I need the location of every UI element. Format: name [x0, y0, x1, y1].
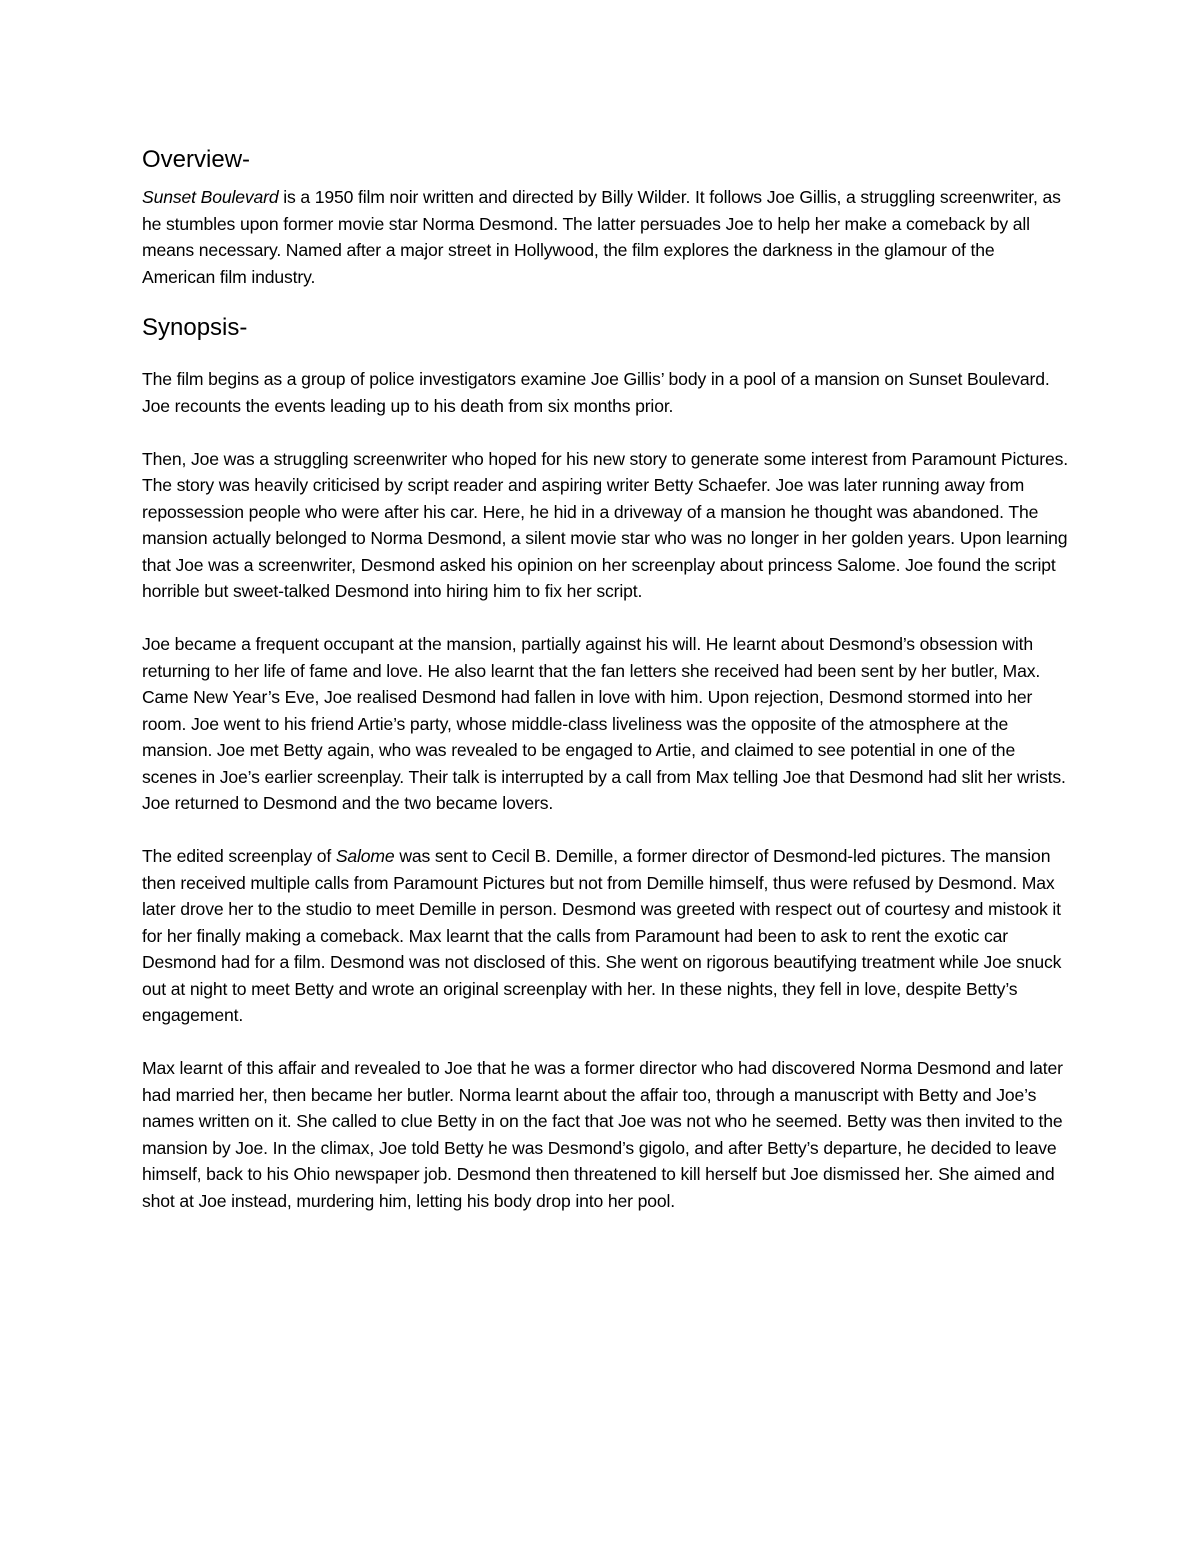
overview-heading: Overview-: [142, 146, 251, 173]
synopsis-p4-post: was sent to Cecil B. Demille, a former director of Desmond-led pictures. The mansion then received multiple calls from Paramount Pictures but not from Demille himself, thus were refused by Desmond. Max later drove her to the studio to meet Demille in person. Desmond was greeted with respect out of courtesy and mistook it for her finally making a comeback. Max learnt that the calls from Paramount had been to ask to rent the exotic car Desmond had for a film. Desmond was not disclosed of this. She went on rigorous beautifying treatment while Joe snuck out at night to meet Betty and wrote an original screenplay with her. In these nights, they fell in love, despite Betty’s engagement.: [142, 846, 1062, 1025]
synopsis-paragraph-5: Max learnt of this affair and revealed to Joe that he was a former director who had discovered Norma Desmond and later had married her, then became her butler. Norma learnt about the affair too, through a manuscript with Betty and Joe’s names written on it. She called to clue Betty in on the fact that Joe was not who he seemed. Betty was then invited to the mansion by Joe. In the climax, Joe told Betty he was Desmond’s gigolo, and after Betty’s departure, he decided to leave himself, back to his Ohio newspaper job. Desmond then threatened to kill herself but Joe dismissed her. She aimed and shot at Joe instead, murdering him, letting his body drop into her pool.: [142, 1058, 1063, 1211]
synopsis-paragraph-1: The film begins as a group of police investigators examine Joe Gillis’ body in a pool of a mansion on Sunset Boulevard. Joe recounts the events leading up to his death from six months prior.: [142, 369, 1050, 416]
salome-italic: Salome: [335, 846, 395, 866]
synopsis-paragraph-4: [142, 843, 1070, 1029]
overview-paragraph: [142, 184, 1070, 290]
synopsis-heading: Synopsis-: [142, 314, 248, 341]
film-title-italic: Sunset Boulevard: [142, 187, 279, 207]
synopsis-paragraph-3: Joe became a frequent occupant at the mansion, partially against his will. He learnt about Desmond’s obsession with returning to her life of fame and love. He also learnt that the fan letters she received had been sent by her butler, Max. Came New Year’s Eve, Joe realised Desmond had fallen in love with him. Upon rejection, Desmond stormed into her room. Joe went to his friend Artie’s party, whose middle-class liveliness was the opposite of the atmosphere at the mansion. Joe met Betty again, who was revealed to be engaged to Artie, and claimed to see potential in one of the scenes in Joe’s earlier screenplay. Their talk is interrupted by a call from Max telling Joe that Desmond had slit her wrists. Joe returned to Desmond and the two became lovers.: [142, 634, 1066, 813]
synopsis-paragraph-2: Then, Joe was a struggling screenwriter who hoped for his new story to generate some interest from Paramount Pictures. The story was heavily criticised by script reader and aspiring writer Betty Schaefer. Joe was later running away from repossession people who were after his car. Here, he hid in a driveway of a mansion he thought was abandoned. The mansion actually belonged to Norma Desmond, a silent movie star who was no longer in her golden years. Upon learning that Joe was a screenwriter, Desmond asked his opinion on her screenplay about princess Salome. Joe found the script horrible but sweet-talked Desmond into hiring him to fix her script.: [142, 448, 1068, 601]
overview-text: is a 1950 film noir written and directed by Billy Wilder. It follows Joe Gillis, a struggling screenwriter, as he stumbles upon former movie star Norma Desmond. The latter persuades Joe to help her make a comeback by all means necessary. Named after a major street in Hollywood, the film explores the darkness in the glamour of the American film industry.: [142, 187, 1061, 287]
document-page: [142, 128, 1070, 1214]
synopsis-p4-pre: The edited screenplay of: [142, 846, 336, 866]
